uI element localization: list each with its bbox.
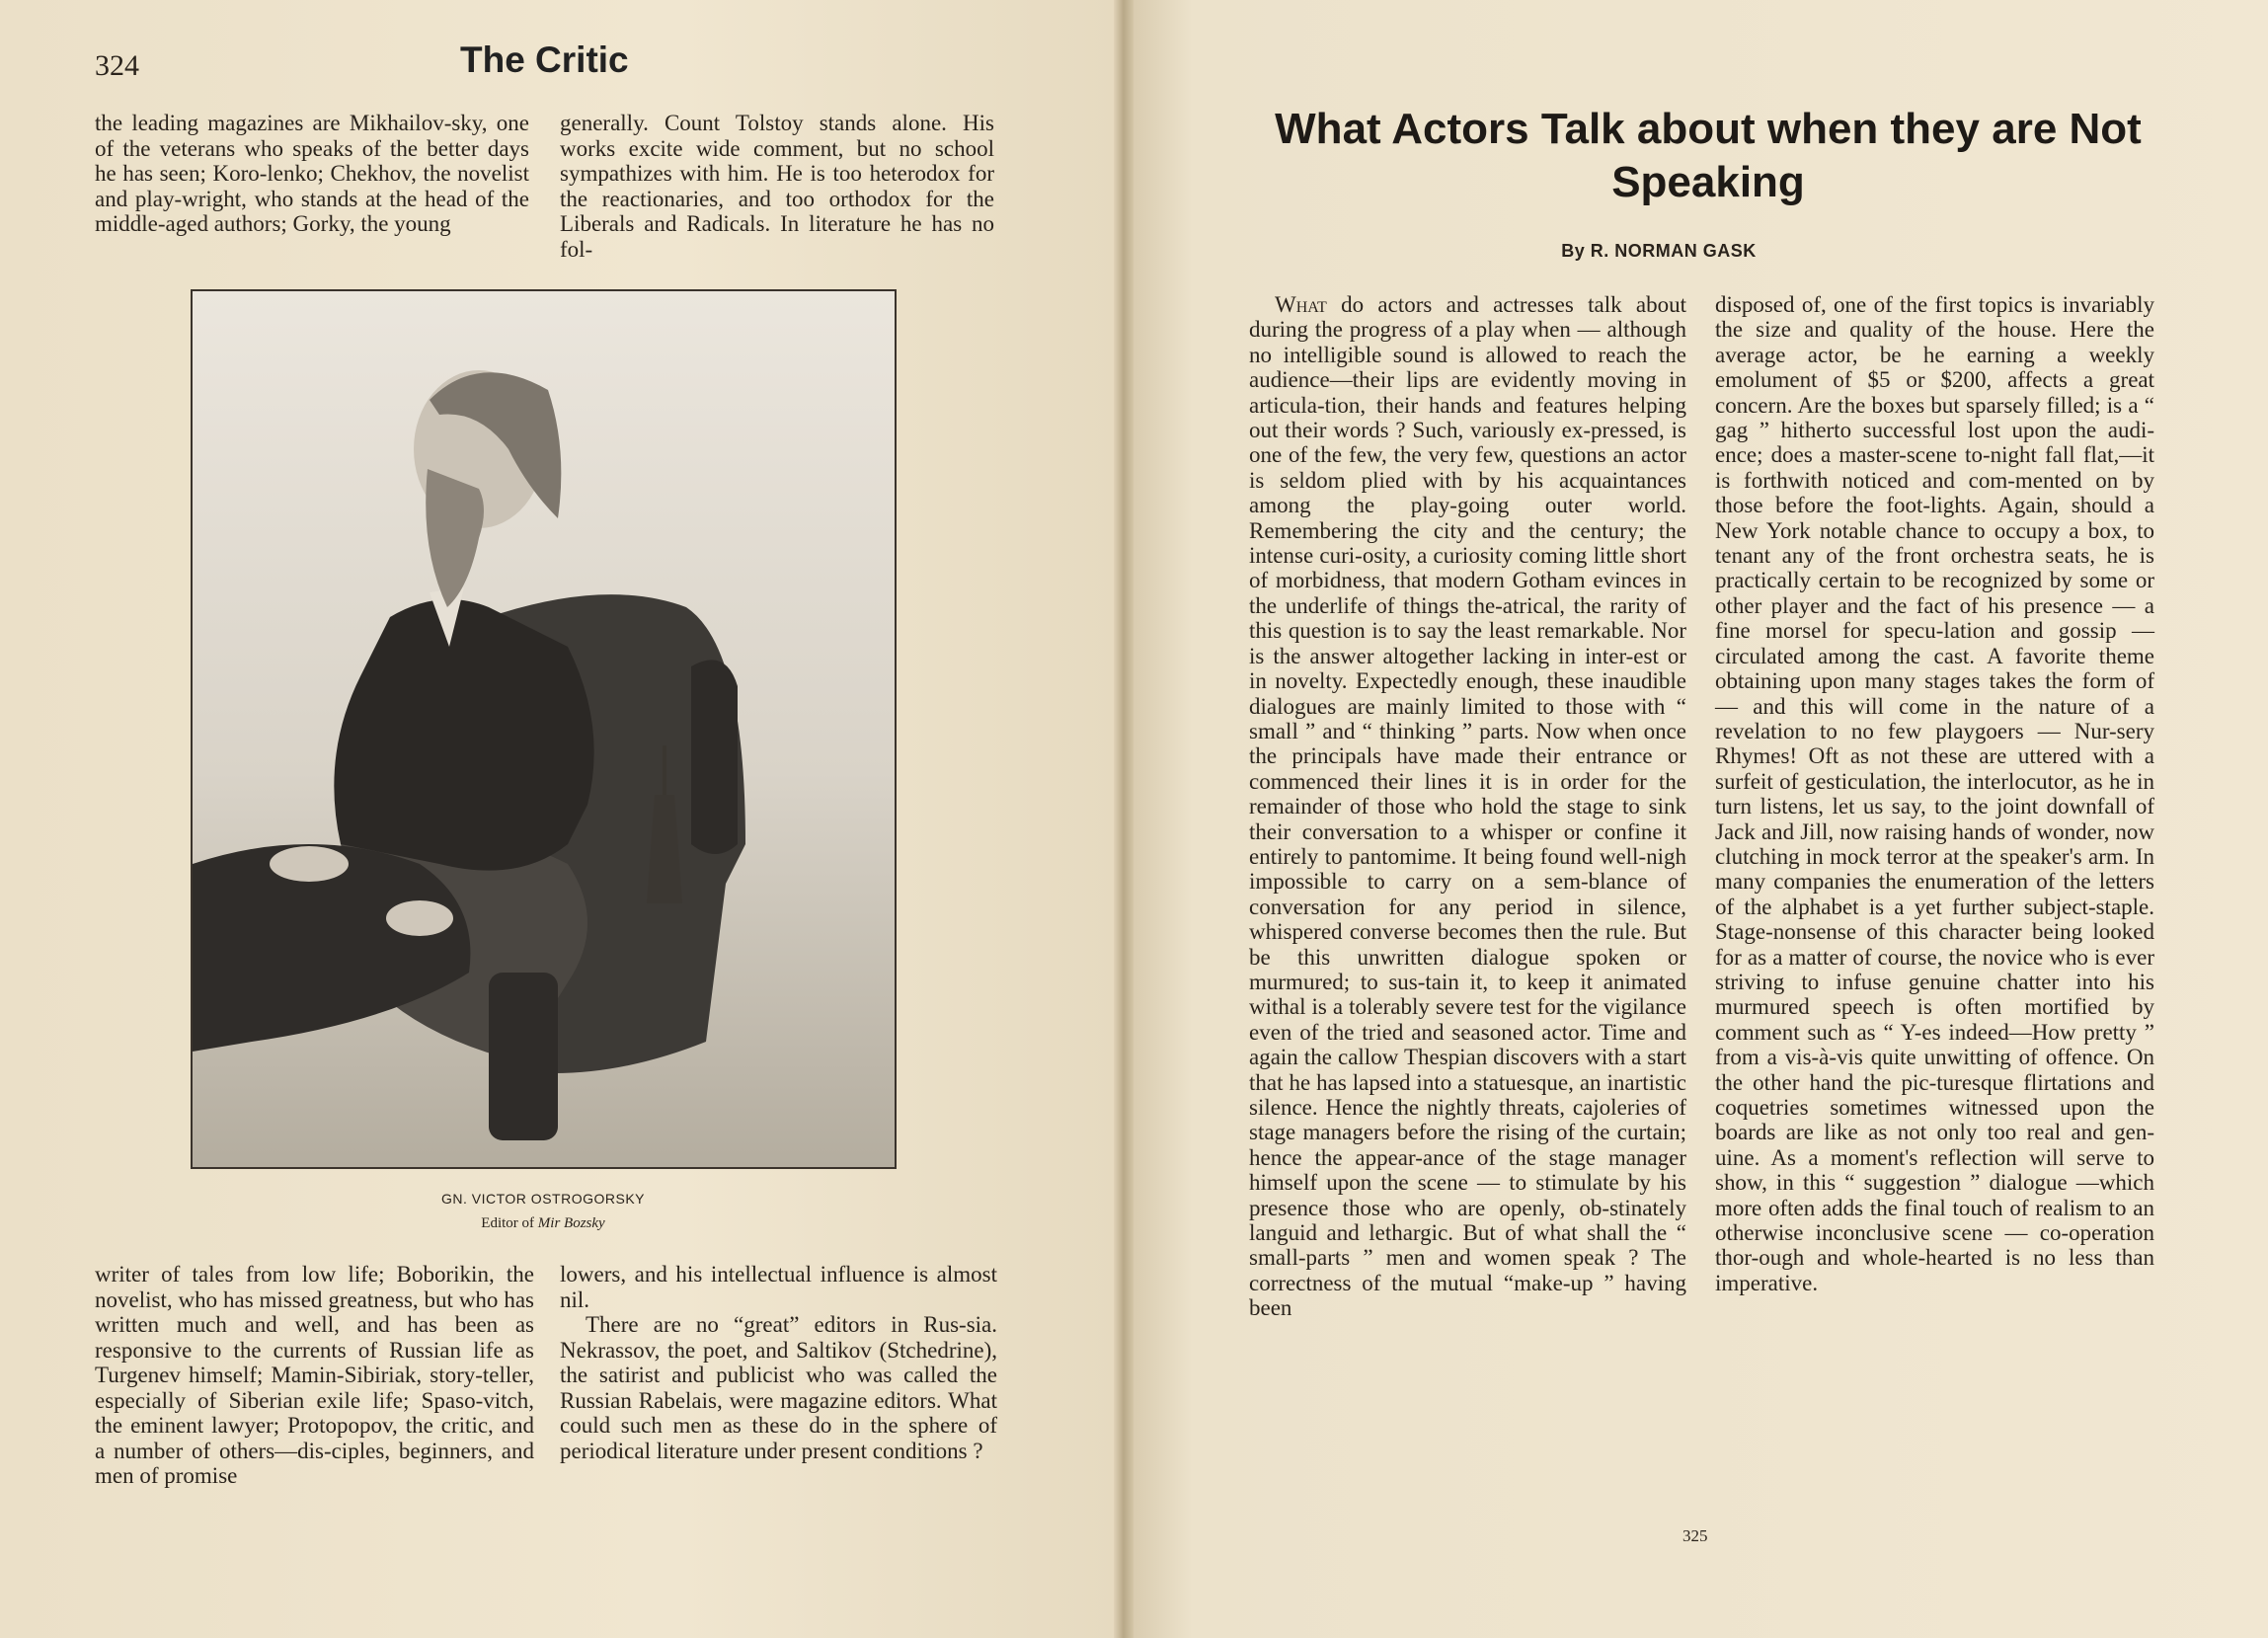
bottom-column-1-text: writer of tales from low life; Boborikin, the novelist, who has missed greatness, but who has written much and well, and has been as responsive to the currents of Russian life as Turgenev himself; Mamin-Sibiriak, story-teller, especially of Siberian exile life; Spaso-vitch, the eminent lawyer; Protopopov, the critic, and a number of others—dis-ciples, beginners, and men of promise bbox=[95, 1262, 534, 1488]
book-gutter bbox=[1114, 0, 1134, 1638]
running-title: The Critic bbox=[460, 39, 629, 80]
article-column-1 bbox=[1249, 292, 1686, 1321]
page-number-left: 324 bbox=[95, 49, 139, 82]
photo-caption-role bbox=[336, 1215, 750, 1232]
portrait-illustration bbox=[193, 291, 895, 1167]
bottom-column-2-para-2: There are no “great” editors in Rus-sia. Nekrassov, the poet, and Saltikov (Stchedrine), the satirist and publicist who was called the Russian Rabelais, were magazine editors. What could such men as these do in the sphere of periodical literature under present conditions ? bbox=[560, 1312, 997, 1463]
top-column-1-text: the leading magazines are Mikhailov-sky, one of the veterans who speaks of the better days he has seen; Koro-lenko; Chekhov, the novelist and play-wright, who stands at the head of the middle-aged authors; Gorky, the young bbox=[95, 111, 529, 236]
byline: By R. NORMAN GASK bbox=[1561, 241, 1757, 261]
top-column-2-text: generally. Count Tolstoy stands alone. His works excite wide comment, but no school sympathizes with him. He is too heterodox for the reactionaries, and too orthodox for the Liberals and Radicals. In literature he has no fol- bbox=[560, 111, 994, 262]
top-column-2 bbox=[560, 111, 994, 262]
lead-word: What bbox=[1275, 292, 1327, 317]
article-column-1-body: do actors and actresses talk about during the progress of a play when — although no intelligible sound is allowed to reach the audience—their lips are evidently moving in articula-tion, their hands and features helping out their words ? Such, variously ex-pressed, is one of the few, the very few, questions an actor is seldom plied with by his acquaintances among the play-going outer world. Remembering the city and the century; the intense curi-osity, a curiosity coming little short of morbidness, that modern Gotham evinces in the underlife of things the-atrical, the rarity of this question is to say the least remarkable. Nor is the answer altogether lacking in inter-est or in novelty. Expectedly enough, these inaudible dialogues are mainly limited to those with “ small ” and “ thinking ” parts. Now when once the principals have made their entrance or commenced their lines it is in order for the remainder of those who hold the stage to sink their conversation to a whisper or confine it entirely to pantomime. It being found well-nigh impossible to carry on a sem-blance of conversation for any period in silence, whispered converse becomes then the rule. But be this unwritten dialogue spoken or murmured; to sus-tain it, to keep it animated withal is a tolerably severe test for the vigilance even of the tried and seasoned actor. Time and again the callow Thespian discovers with a start that he has lapsed into a statuesque, an inartistic silence. Hence the nightly threats, cajoleries of stage managers before the rising of the curtain; hence the appear-ance of the stage manager himself upon the scene — to stimulate by his presence those who are openly, ob-stinately languid and lethargic. But of what shall the “ small-parts ” men and women speak ? The correctness of the mutual “make-up ” having been bbox=[1249, 292, 1686, 1321]
article-column-2-text: disposed of, one of the first topics is invariably the size and quality of the house. Here the average actor, be he earning a weekly emolument of $5 or $200, affects a great concern. Are the boxes but sparsely filled; is a “ gag ” hitherto successful lost upon the audi-ence; does a master-scene to-night fall flat,—it is forthwith noticed and com-mented on by those before the foot-lights. Again, should a New York notable chance to occupy a box, to tenant any of the front orchestra seats, he is practically certain to be recognized by some or other player and the fact of his presence — a fine morsel for specu-lation and gossip — circulated among the cast. A favorite theme obtaining upon many stages takes the form of — and this will come in the nature of a revelation to no few playgoers — Nur-sery Rhymes! Oft as not these are uttered with a surfeit of gesticulation, the interlocutor, as he in turn listens, let us say, to the joint downfall of Jack and Jill, now raising hands of wonder, now clutching in mock terror at the speaker's arm. In many companies the enumeration of the letters of the alphabet is a yet further subject-staple. Stage-nonsense of this character being looked for as a matter of course, the novice who is ever striving to infuse genuine chatter into his murmured speech is often mortified by comment such as “ Y-es indeed—How pretty ” from a vis-à-vis quite unwitting of offence. On the other hand the pic-turesque flirtations and coquetries sometimes witnessed upon the boards are like as not only too real and gen-uine. As a moment's reflection will serve to show, in this “ suggestion ” dialogue —which more often adds the final touch of realism to an otherwise inconclusive scene — co-operation thor-ough and whole-hearted is no less than imperative. bbox=[1715, 292, 2154, 1295]
bottom-column-2 bbox=[560, 1262, 997, 1463]
caption-role-title: Mir Bozsky bbox=[537, 1215, 605, 1231]
bottom-column-1 bbox=[95, 1262, 534, 1489]
portrait-photograph bbox=[191, 289, 897, 1169]
article-title: What Actors Talk about when they are Not Speaking bbox=[1275, 105, 2142, 206]
article-column-1-text bbox=[1249, 292, 1686, 1321]
article-column-2 bbox=[1715, 292, 2154, 1295]
left-page bbox=[0, 0, 1124, 1638]
photo-caption-name: GN. VICTOR OSTROGORSKY bbox=[441, 1191, 645, 1207]
page-number-right: 325 bbox=[1682, 1526, 1708, 1545]
bottom-column-2-para-1: lowers, and his intellectual influence is almost nil. bbox=[560, 1262, 997, 1312]
caption-role-prefix: Editor of bbox=[481, 1215, 535, 1231]
top-column-1 bbox=[95, 111, 529, 237]
